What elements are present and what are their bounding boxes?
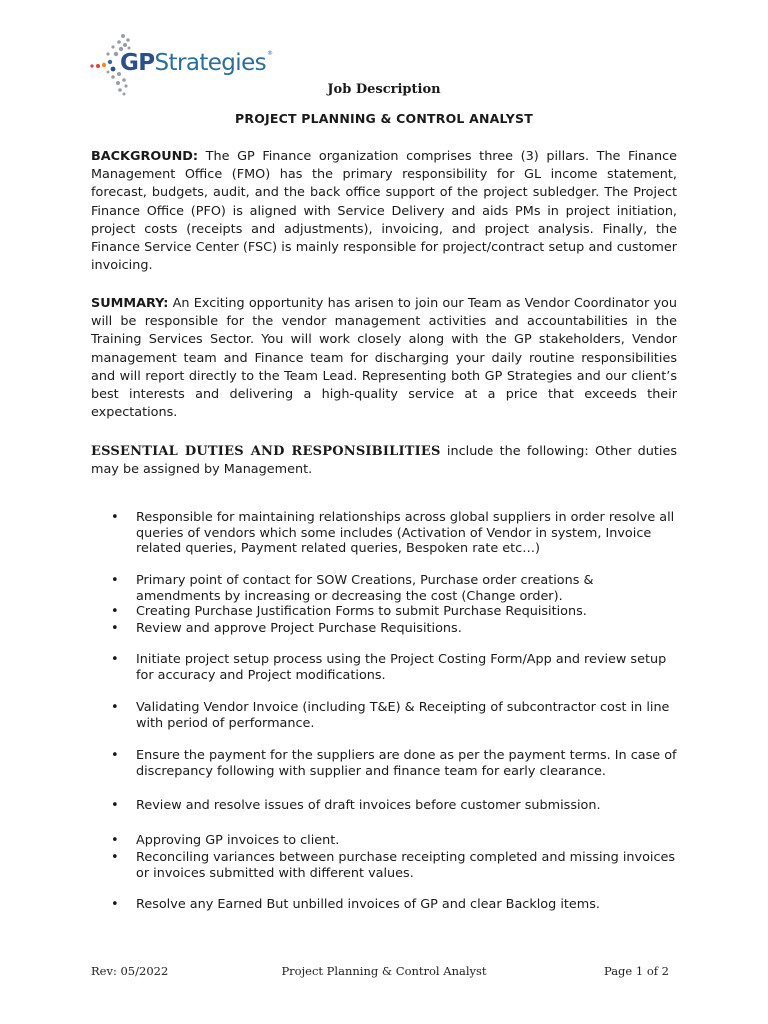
footer-page-number: Page 1 of 2 — [603, 964, 669, 978]
duties-intro-text: include the following: Other duties may be assigned by Management. — [91, 444, 677, 478]
list-item: • Resolve any Earned But unbilled invoices of GP and clear Backlog items. — [136, 897, 681, 913]
background-text: The GP Finance organization comprises three (3) pillars. The Finance Management Office (FMO) has the primary responsibility for GL income statement, forecast, budgets, audit, and the back office support of the project subledger. The Project Finance Office (PFO) is aligned with Service Delivery and aids PMs in project initiation, project costs (receipts and adjustments), invoicing, and project analysis. Finally, the Finance Service Center (FSC) is mainly responsible for project/contract setup and customer invoicing. — [91, 149, 677, 274]
list-item: • Validating Vendor Invoice (including T&E) & Receipting of subcontractor cost in line with period of performance. — [136, 700, 681, 731]
job-title: PROJECT PLANNING & CONTROL ANALYST — [235, 111, 533, 126]
duties-heading: ESSENTIAL DUTIES AND RESPONSIBILITIES — [91, 444, 441, 459]
list-item: • Responsible for maintaining relationships across global suppliers in order resolve all queries of vendors which some includes (Activation of Vendor in system, Invoice related queries, Payment related queries, Bespoken rate etc…) — [136, 510, 681, 557]
list-item: • Ensure the payment for the suppliers are done as per the payment terms. In case of discrepancy following with supplier and finance team for early clearance. — [136, 748, 681, 779]
list-item: • Review and approve Project Purchase Requisitions. — [136, 621, 681, 637]
list-item: • Approving GP invoices to client. — [136, 833, 681, 849]
list-item: • Initiate project setup process using the Project Costing Form/App and review setup for accuracy and Project modifications. — [136, 652, 681, 683]
background-paragraph — [91, 148, 677, 275]
summary-paragraph — [91, 295, 677, 422]
summary-label: SUMMARY: — [91, 296, 169, 311]
list-item: • Primary point of contact for SOW Creations, Purchase order creations & amendments by increasing or decreasing the cost (Change order). — [136, 573, 681, 604]
footer-revision: Rev: 05/2022 — [91, 964, 169, 978]
summary-text: An Exciting opportunity has arisen to join our Team as Vendor Coordinator you will be responsible for the vendor management activities and accountabilities in the Training Services Sector. You will work closely along with the GP stakeholders, Vendor management team and Finance team for discharging your daily routine responsibilities and will report directly to the Team Lead. Representing both GP Strategies and our client’s best interests and delivering a high-quality service at a price that exceeds their expectations. — [91, 296, 677, 421]
document-title: Job Description — [327, 82, 441, 97]
list-item: • Review and resolve issues of draft invoices before customer submission. — [136, 798, 681, 814]
logo-wordmark: GPStrategies® — [120, 50, 273, 76]
list-item: • Reconciling variances between purchase receipting completed and missing invoices or invoices submitted with different values. — [136, 850, 681, 881]
footer-document-name: Project Planning & Control Analyst — [281, 964, 487, 978]
background-label: BACKGROUND: — [91, 149, 199, 164]
list-item: • Creating Purchase Justification Forms to submit Purchase Requisitions. — [136, 604, 681, 620]
duties-intro — [91, 443, 677, 479]
